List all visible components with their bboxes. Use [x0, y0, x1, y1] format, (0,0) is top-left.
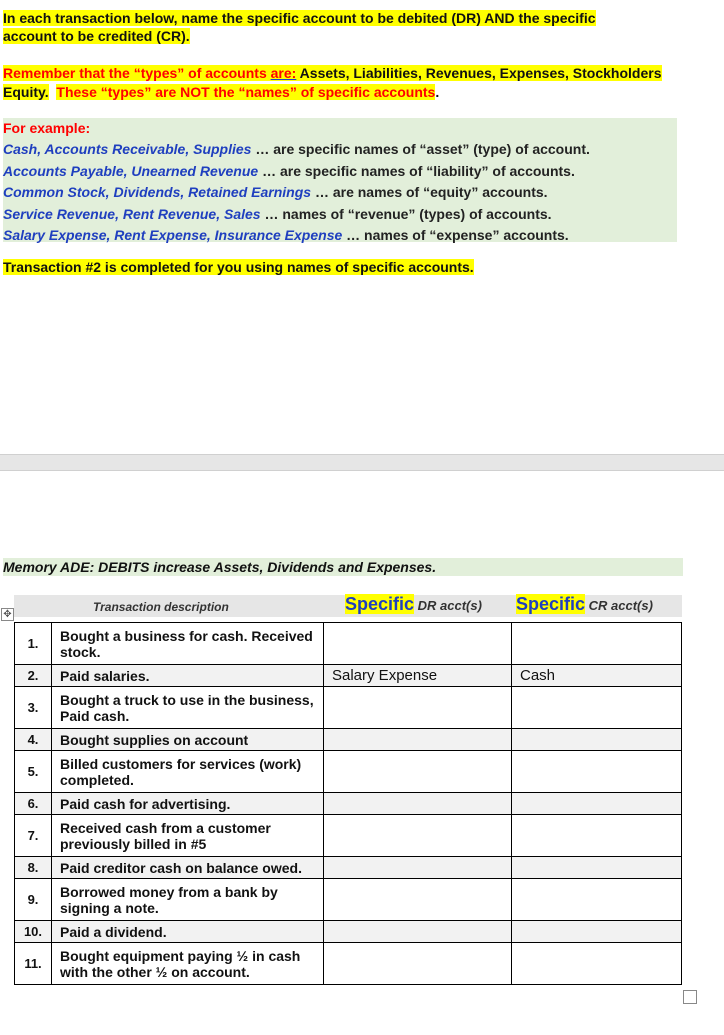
example-line-equity: Common Stock, Dividends, Retained Earnings … are names of “equity” accounts.: [3, 184, 548, 201]
types-list: Assets, Liabilities, Revenues, Expenses, Stockholders Equity.: [3, 65, 662, 100]
header-transaction-description: Transaction description: [93, 600, 229, 614]
resize-handle-icon[interactable]: [683, 990, 697, 1004]
types-are: are:: [270, 65, 297, 81]
cr-account-cell[interactable]: [512, 815, 682, 857]
row-number: 7.: [15, 815, 52, 857]
cr-account-cell[interactable]: [512, 943, 682, 985]
cr-account-cell[interactable]: [512, 793, 682, 815]
table-row: [15, 623, 682, 665]
table-row: [15, 729, 682, 751]
cr-account-cell[interactable]: [512, 751, 682, 793]
table-row: [15, 665, 682, 687]
types-warning: These “types” are NOT the “names” of specific accounts: [56, 84, 436, 100]
examples-box: [3, 118, 677, 242]
move-handle-icon[interactable]: ✥: [1, 608, 14, 621]
types-intro: Remember that the “types” of accounts: [3, 65, 271, 81]
transaction-description: Borrowed money from a bank by signing a note.: [52, 879, 324, 921]
cr-account-cell[interactable]: [512, 729, 682, 751]
instructions-text: In each transaction below, name the specific account to be debited (DR) AND the specific account to be credited (CR).: [3, 10, 596, 44]
cr-account-cell[interactable]: [512, 921, 682, 943]
transaction-description: Paid salaries.: [52, 665, 324, 687]
page-break-divider: [0, 454, 724, 471]
cr-account-cell[interactable]: [512, 623, 682, 665]
cr-account-cell[interactable]: [512, 687, 682, 729]
row-number: 9.: [15, 879, 52, 921]
table-row: [15, 751, 682, 793]
row-number: 11.: [15, 943, 52, 985]
header-cr-accounts: Specific CR acct(s): [516, 594, 653, 614]
dr-account-cell[interactable]: [324, 729, 512, 751]
header-dr-accounts: Specific DR acct(s): [345, 594, 482, 614]
transaction-description: Bought a business for cash. Received stock.: [52, 623, 324, 665]
example-line-asset: Cash, Accounts Receivable, Supplies … are specific names of “asset” (type) of account.: [3, 141, 590, 158]
examples-heading: For example:: [3, 120, 91, 136]
dr-account-cell[interactable]: [324, 857, 512, 879]
memory-ade-note: Memory ADE: DEBITS increase Assets, Dividends and Expenses.: [3, 558, 683, 576]
dr-account-cell[interactable]: [324, 687, 512, 729]
transaction-description: Bought a truck to use in the business, Paid cash.: [52, 687, 324, 729]
example-line-liability: Accounts Payable, Unearned Revenue … are specific names of “liability” of accounts.: [3, 162, 575, 179]
row-number: 4.: [15, 729, 52, 751]
account-types-note: Remember that the “types” of accounts are: Assets, Liabilities, Revenues, Expenses, Stockholders Equity. These “types” are NOT the “names” of specific accounts.: [3, 65, 662, 100]
transaction-2-note: Transaction #2 is completed for you using names of specific accounts.: [3, 259, 474, 275]
row-number: 2.: [15, 665, 52, 687]
cr-account-cell[interactable]: [512, 857, 682, 879]
transaction-description: Received cash from a customer previously billed in #5: [52, 815, 324, 857]
dr-account-cell[interactable]: [324, 815, 512, 857]
row-number: 5.: [15, 751, 52, 793]
dr-account-cell[interactable]: [324, 751, 512, 793]
transaction-description: Billed customers for services (work) completed.: [52, 751, 324, 793]
row-number: 3.: [15, 687, 52, 729]
row-number: 1.: [15, 623, 52, 665]
cr-account-cell[interactable]: Cash: [512, 665, 682, 687]
table-row: [15, 943, 682, 985]
dr-account-cell[interactable]: [324, 623, 512, 665]
example-line-revenue: Service Revenue, Rent Revenue, Sales … names of “revenue” (types) of accounts.: [3, 205, 552, 222]
transactions-table: [14, 622, 682, 985]
transaction-description: Paid a dividend.: [52, 921, 324, 943]
transaction-description: Paid cash for advertising.: [52, 793, 324, 815]
table-row: [15, 879, 682, 921]
dr-account-cell[interactable]: [324, 921, 512, 943]
table-row: [15, 857, 682, 879]
example-line-expense: Salary Expense, Rent Expense, Insurance Expense … names of “expense” accounts.: [3, 226, 569, 243]
table-row: [15, 921, 682, 943]
table-row: [15, 793, 682, 815]
table-row: [15, 815, 682, 857]
transaction-description: Bought equipment paying ½ in cash with the other ½ on account.: [52, 943, 324, 985]
cr-account-cell[interactable]: [512, 879, 682, 921]
row-number: 10.: [15, 921, 52, 943]
table-row: [15, 687, 682, 729]
dr-account-cell[interactable]: [324, 793, 512, 815]
transaction-description: Bought supplies on account: [52, 729, 324, 751]
row-number: 8.: [15, 857, 52, 879]
row-number: 6.: [15, 793, 52, 815]
transaction-description: Paid creditor cash on balance owed.: [52, 857, 324, 879]
dr-account-cell[interactable]: [324, 943, 512, 985]
dr-account-cell[interactable]: [324, 879, 512, 921]
dr-account-cell[interactable]: Salary Expense: [324, 665, 512, 687]
instructions: [3, 9, 623, 45]
